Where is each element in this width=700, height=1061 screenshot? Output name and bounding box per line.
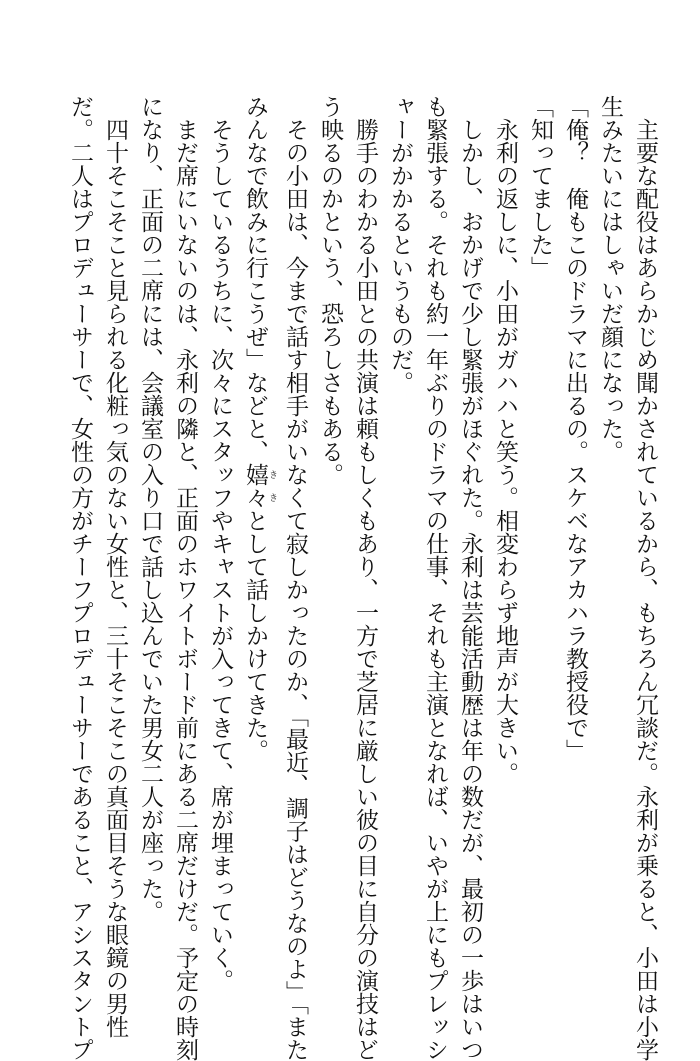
text-line-12a: みんなで飲みに行こうぜ」などと、 — [242, 95, 268, 463]
text-line-2: 生みたいにはしゃいだ顔になった。 — [597, 95, 623, 463]
text-line-4: 「知ってました」 — [527, 95, 553, 279]
text-line-9: 勝手のわかる小田との共演は頼もしくもあり、一方で芝居に厳しい彼の目に自分の演技はど — [352, 95, 378, 1061]
text-line-5: 永利の返しに、小田がガハハと笑う。相変わらず地声が大きい。 — [492, 95, 518, 785]
text-line-8: ャーがかかるというものだ。 — [387, 95, 413, 394]
ruby-reading: きき — [267, 463, 277, 509]
text-line-6: しかし、おかげで少し緊張がほぐれた。永利は芸能活動歴は年の数だが、最初の一歩はいつ — [457, 95, 483, 1061]
text-line-10: う映るのかという、恐ろしさもある。 — [317, 95, 343, 486]
text-line-7: も緊張する。それも約一年ぶりのドラマの仕事、それも主演となれば、いやが上にもプレッシ — [422, 95, 448, 1061]
ruby-base: 嬉々 — [242, 463, 268, 509]
ruby-word — [242, 463, 277, 509]
text-line-1: 主要な配役はあらかじめ聞かされているから、もちろん冗談だ。永利が乗ると、小田は小学 — [632, 95, 658, 1061]
text-line-15: になり、正面の二席には、会議室の入り口で話し込んでいた男女二人が座った。 — [137, 95, 163, 923]
text-line-16: 四十そこそこと見られる化粧っ気のない女性と、三十そこそこの真面目そうな眼鏡の男性 — [102, 95, 128, 1038]
text-line-17: だ。二人はプロデューサーで、女性の方がチーフプロデューサーであること、アシスタントプ — [67, 95, 93, 1061]
text-line-12b: として話しかけてきた。 — [242, 509, 268, 762]
vertical-text-body — [62, 95, 662, 1061]
text-line-11: その小田は、今まで話す相手がいなくて寂しかったのか、「最近、調子はどうなのよ」「また — [282, 95, 308, 1061]
text-line-3: 「俺？ 俺もこのドラマに出るの。スケベなアカハラ教授役で」 — [562, 95, 588, 762]
text-line-12 — [237, 95, 277, 975]
text-line-14: まだ席にいないのは、永利の隣と、正面のホワイトボード前にある二席だけだ。予定の時刻 — [172, 95, 198, 1061]
text-line-13: そうしているうちに、次々にスタッフやキャストが入ってきて、席が埋まっていく。 — [207, 95, 233, 992]
